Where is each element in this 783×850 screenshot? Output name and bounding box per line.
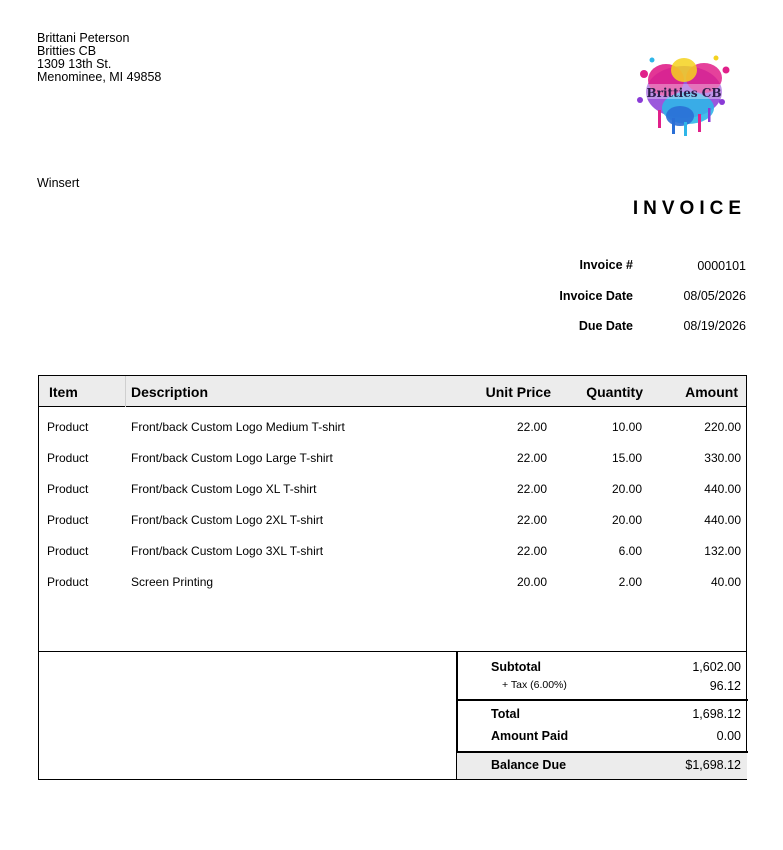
subtotal-value: 1,602.00 (692, 660, 741, 674)
row-amount: 330.00 (704, 451, 741, 465)
row-description: Screen Printing (131, 575, 214, 589)
row-quantity: 6.00 (618, 544, 642, 558)
row-unit-price: 22.00 (516, 544, 547, 558)
invoice-title: INVOICE (632, 198, 746, 219)
row-amount: 440.00 (704, 513, 741, 527)
row-quantity: 10.00 (611, 420, 642, 434)
row-amount: 440.00 (704, 482, 741, 496)
row-item: Product (47, 451, 89, 465)
subtotal-label: Subtotal (491, 660, 541, 674)
tax-value: 96.12 (709, 679, 741, 693)
total-value: 1,698.12 (692, 707, 741, 721)
row-unit-price: 22.00 (516, 451, 547, 465)
items-table (38, 375, 747, 652)
amount-paid-value: 0.00 (716, 729, 741, 743)
row-item: Product (47, 544, 89, 558)
invoice-date: 08/05/2026 (683, 289, 746, 303)
row-description: Front/back Custom Logo 2XL T-shirt (131, 513, 324, 527)
header-divider (125, 376, 126, 407)
logo-text: Britties CB (646, 86, 722, 100)
row-unit-price: 22.00 (516, 513, 547, 527)
row-unit-price: 22.00 (516, 420, 547, 434)
table-row (39, 575, 746, 595)
table-row (39, 544, 746, 564)
row-item: Product (47, 420, 89, 434)
header-description: Description (131, 384, 209, 400)
header-quantity: Quantity (586, 384, 643, 400)
invoice-number: 0000101 (697, 259, 746, 273)
client-name: Winsert (37, 176, 80, 190)
sender-address (37, 32, 161, 84)
table-row (39, 420, 746, 440)
header-item: Item (49, 384, 78, 400)
sender-company: Britties CB (37, 44, 97, 58)
due-date-label: Due Date (578, 319, 633, 333)
row-quantity: 20.00 (611, 513, 642, 527)
row-item: Product (47, 513, 89, 527)
row-description: Front/back Custom Logo Large T-shirt (131, 451, 333, 465)
sender-city: Menominee, MI 49858 (37, 70, 162, 84)
balance-separator (456, 751, 748, 753)
row-amount: 40.00 (710, 575, 741, 589)
row-quantity: 2.00 (618, 575, 642, 589)
table-header (39, 376, 746, 407)
row-description: Front/back Custom Logo Medium T-shirt (131, 420, 345, 434)
row-unit-price: 22.00 (516, 482, 547, 496)
table-row (39, 451, 746, 471)
sender-name: Brittani Peterson (37, 31, 130, 45)
row-description: Front/back Custom Logo XL T-shirt (131, 482, 317, 496)
table-row (39, 513, 746, 533)
balance-due-value: $1,698.12 (685, 758, 741, 772)
row-item: Product (47, 482, 89, 496)
row-description: Front/back Custom Logo 3XL T-shirt (131, 544, 324, 558)
table-row (39, 482, 746, 502)
row-item: Product (47, 575, 89, 589)
tax-label: + Tax (6.00%) (502, 679, 567, 691)
balance-due-label: Balance Due (491, 758, 567, 772)
totals-section (38, 652, 747, 780)
header-unit-price: Unit Price (485, 384, 551, 400)
company-logo (632, 50, 736, 140)
row-amount: 132.00 (704, 544, 741, 558)
total-label: Total (491, 707, 520, 721)
totals-separator (456, 699, 748, 701)
header-amount: Amount (685, 384, 738, 400)
row-amount: 220.00 (704, 420, 741, 434)
invoice-date-label: Invoice Date (559, 289, 633, 303)
row-quantity: 15.00 (611, 451, 642, 465)
row-quantity: 20.00 (611, 482, 642, 496)
due-date: 08/19/2026 (683, 319, 746, 333)
amount-paid-label: Amount Paid (491, 729, 569, 743)
row-unit-price: 20.00 (516, 575, 547, 589)
sender-street: 1309 13th St. (37, 57, 112, 71)
invoice-number-label: Invoice # (579, 258, 633, 272)
